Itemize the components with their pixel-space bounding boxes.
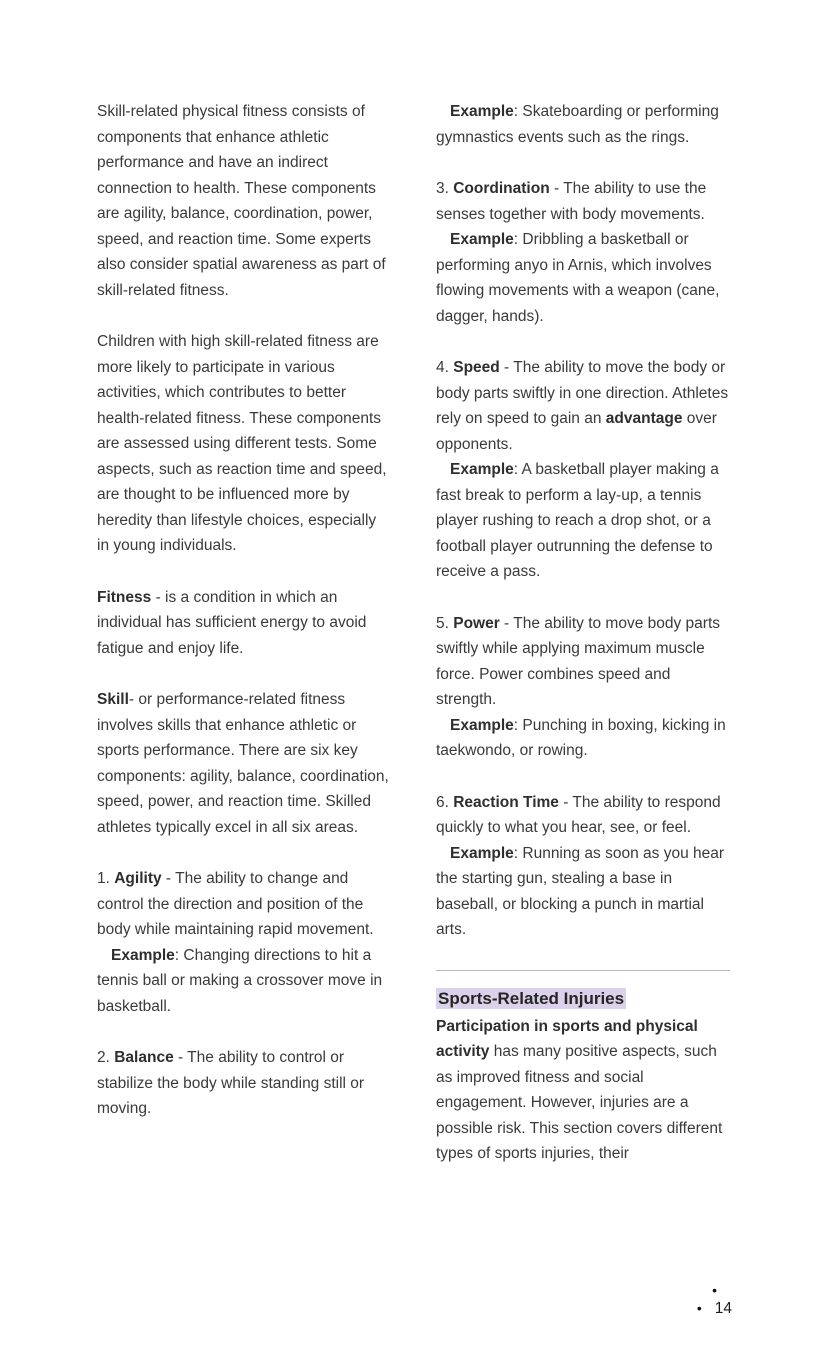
term-advantage: advantage bbox=[605, 410, 683, 427]
term-skill: Skill bbox=[97, 691, 129, 708]
section-divider bbox=[436, 970, 730, 971]
term-speed: Speed bbox=[453, 359, 500, 376]
agility-definition bbox=[97, 866, 390, 943]
balance-example bbox=[436, 99, 730, 150]
page-number: 14 bbox=[714, 1300, 732, 1317]
bullet-icon: • bbox=[712, 1282, 717, 1298]
text-segment: : Punching in boxing, kicking in taekwondo, or rowing. bbox=[436, 716, 726, 759]
sports-injuries-intro bbox=[436, 1014, 730, 1167]
term-reaction-time: Reaction Time bbox=[453, 793, 559, 811]
text-segment: - The ability to respond quickly to what you hear, see, or feel. bbox=[436, 793, 721, 836]
text-segment: has many positive aspects, such as improved fitness and social engagement. However, injuries are a possible risk. This section covers different types of sports injuries, their bbox=[436, 1043, 723, 1162]
power-item bbox=[436, 611, 730, 764]
intro-paragraph-2 bbox=[97, 329, 390, 559]
item-number: 1. bbox=[97, 870, 115, 887]
term-agility: Agility bbox=[114, 870, 162, 887]
example-label: Example bbox=[111, 946, 175, 964]
example-label: Example bbox=[450, 103, 514, 120]
speed-example bbox=[436, 457, 730, 585]
example-label: Example bbox=[450, 461, 514, 478]
coordination-example bbox=[436, 227, 730, 329]
text-segment: : Running as soon as you hear the starting gun, stealing a base in baseball, or blocking a punch in martial arts. bbox=[436, 844, 725, 938]
agility-example bbox=[97, 943, 390, 1020]
fitness-definition bbox=[97, 585, 390, 662]
text-segment: - The ability to change and control the direction and position of the body while maintaining rapid movement. bbox=[97, 870, 374, 938]
text-segment: Skill-related physical fitness consists of components that enhance athletic performance and have an indirect connection to health. These components are agility, balance, coordination, power, speed, and reaction time. Some experts also consider spatial awareness as part of skill-related fitness. bbox=[97, 103, 386, 299]
bullet-icon: • bbox=[696, 1300, 702, 1316]
page-footer bbox=[697, 1282, 732, 1317]
text-segment: Children with high skill-related fitness are more likely to participate in various activities, which contributes to better health-related fitness. These components are assessed using different tests. Some aspects, such as reaction time and speed, are thought to be influenced more by heredity than lifestyle choices, especially in young individuals. bbox=[97, 333, 387, 554]
text-segment: - The ability to move the body or body parts swiftly in one direction. Athletes rely on speed to gain an bbox=[436, 359, 729, 427]
text-segment: - The ability to control or stabilize the body while standing still or moving. bbox=[97, 1049, 365, 1117]
balance-definition bbox=[97, 1045, 390, 1122]
item-number: 6. bbox=[436, 793, 454, 811]
text-segment: : Skateboarding or performing gymnastics events such as the rings. bbox=[436, 103, 719, 146]
coordination-definition bbox=[436, 176, 730, 227]
bold-lead-in: Participation in sports and physical activity bbox=[436, 1017, 698, 1060]
power-example bbox=[436, 713, 730, 764]
agility-item bbox=[97, 866, 390, 1019]
text-segment: - is a condition in which an individual has sufficient energy to avoid fatigue and enjoy life. bbox=[97, 588, 367, 657]
text-segment: : Dribbling a basketball or performing anyo in Arnis, which involves flowing movements with a weapon (cane, dagger, hands). bbox=[436, 231, 720, 325]
footer-row bbox=[697, 1300, 732, 1317]
term-balance: Balance bbox=[114, 1049, 174, 1066]
item-number: 3. bbox=[436, 180, 454, 197]
text-segment: : A basketball player making a fast break to perform a lay-up, a tennis player rushing to reach a drop shot, or a football player outrunning the defense to receive a pass. bbox=[436, 461, 719, 580]
speed-item bbox=[436, 355, 730, 585]
document-body bbox=[97, 99, 730, 1193]
text-segment: - The ability to move body parts swiftly while applying maximum muscle force. Power combines speed and strength. bbox=[436, 614, 721, 708]
term-power: Power bbox=[453, 614, 500, 632]
example-label: Example bbox=[450, 716, 514, 734]
speed-definition bbox=[436, 355, 730, 457]
example-label: Example bbox=[450, 844, 514, 862]
item-number: 4. bbox=[436, 359, 454, 376]
power-definition bbox=[436, 611, 730, 713]
text-segment: over opponents. bbox=[436, 410, 717, 453]
skill-definition bbox=[97, 687, 390, 840]
left-column bbox=[97, 99, 390, 1193]
right-column bbox=[436, 99, 730, 1193]
intro-paragraph-1 bbox=[97, 99, 390, 303]
footer-row bbox=[712, 1282, 717, 1299]
balance-item bbox=[97, 1045, 390, 1122]
section-heading-sports-related-injuries bbox=[436, 986, 730, 1012]
text-segment: - or performance-related fitness involves skills that enhance athletic or sports performance. There are six key components: agility, balance, coordination, speed, power, and reaction time. Skilled athletes typically excel in all six areas. bbox=[97, 691, 389, 836]
item-number: 5. bbox=[436, 614, 454, 632]
text-segment: : Changing directions to hit a tennis ball or making a crossover move in basketball. bbox=[97, 946, 383, 1015]
reaction-time-example bbox=[436, 841, 730, 943]
example-label: Example bbox=[450, 231, 514, 248]
term-coordination: Coordination bbox=[453, 180, 550, 197]
item-number: 2. bbox=[97, 1049, 115, 1066]
term-fitness: Fitness bbox=[97, 588, 152, 606]
coordination-item bbox=[436, 176, 730, 329]
reaction-time-item bbox=[436, 790, 730, 943]
reaction-time-definition bbox=[436, 790, 730, 841]
text-segment: - The ability to use the senses together with body movements. bbox=[436, 180, 707, 223]
highlighted-heading-text: Sports-Related Injuries bbox=[438, 988, 625, 1008]
